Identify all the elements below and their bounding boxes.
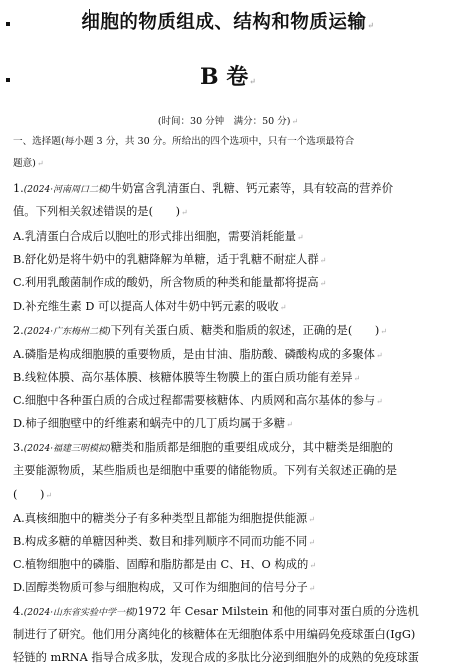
paragraph-mark-icon: ↵ xyxy=(319,279,327,288)
question-2-option-c[interactable] xyxy=(13,390,449,413)
paragraph-mark-icon: ↵ xyxy=(279,303,287,312)
question-2-stem[interactable] xyxy=(13,320,449,343)
paragraph-mark-icon: ↵ xyxy=(296,233,304,242)
paragraph-mark-icon: ↵ xyxy=(319,256,327,265)
paragraph-mark-icon: ↵ xyxy=(376,397,383,406)
time-info[interactable] xyxy=(0,113,456,127)
option-text: B.舒化奶是将牛奶中的乳糖降解为单糖，适于乳糖不耐症人群 xyxy=(13,253,319,266)
question-1-option-b[interactable] xyxy=(13,249,449,272)
option-text: C.细胞中各种蛋白质的合成过程都需要核糖体、内质网和高尔基体的参与 xyxy=(13,394,376,407)
option-text: C.植物细胞中的磷脂、固醇和脂肪都是由 C、H、O 构成的 xyxy=(13,558,309,571)
question-1-option-a[interactable] xyxy=(13,226,449,249)
option-text: A.磷脂是构成细胞膜的重要物质，是由甘油、脂肪酸、磷酸构成的多聚体 xyxy=(13,348,375,361)
question-3-option-b[interactable] xyxy=(13,531,449,554)
option-text: A.乳清蛋白合成后以胞吐的形式排出细胞，需要消耗能量 xyxy=(13,230,296,243)
question-3-option-c[interactable] xyxy=(13,554,449,577)
option-text: C.利用乳酸菌制作成的酸奶，所含物质的种类和能量都将提高 xyxy=(13,276,319,289)
section-heading-cont-text: 题意) xyxy=(13,158,36,169)
question-1-stem[interactable] xyxy=(13,178,449,201)
paragraph-mark-icon: ↵ xyxy=(286,420,293,429)
question-2-option-b[interactable] xyxy=(13,367,449,390)
question-number: 2. xyxy=(13,324,24,337)
question-3-option-a[interactable] xyxy=(13,508,449,531)
question-text: 下列有关蛋白质、糖类和脂质的叙述，正确的是( ) xyxy=(110,324,380,337)
option-text: B.线粒体膜、高尔基体膜、核糖体膜等生物膜上的蛋白质功能有差异 xyxy=(13,371,353,384)
question-4-stem-cont[interactable] xyxy=(13,624,449,646)
paragraph-mark-icon: ↵ xyxy=(367,20,375,30)
question-4-stem[interactable] xyxy=(13,601,449,624)
question-text: 主要能源物质，某些脂质也是细胞中重要的储能物质。下列有关叙述正确的是 xyxy=(13,464,398,477)
section-heading-cont[interactable] xyxy=(13,153,449,175)
volume-heading[interactable] xyxy=(0,60,456,91)
question-1-option-c[interactable] xyxy=(13,272,449,295)
paragraph-mark-icon: ↵ xyxy=(45,491,53,500)
question-text: 牛奶富含乳清蛋白、乳糖、钙元素等，具有较高的营养价 xyxy=(110,182,394,195)
question-number: 1. xyxy=(13,182,24,195)
paragraph-mark-icon: ↵ xyxy=(380,327,387,336)
paragraph-mark-icon: ↵ xyxy=(180,208,188,217)
paragraph-mark-icon: ↵ xyxy=(249,76,256,86)
question-number: 3. xyxy=(13,441,24,454)
paragraph-mark-icon: ↵ xyxy=(291,117,299,126)
section-heading[interactable]: 一、选择题(每小题 3 分，共 30 分。所给出的四个选项中，只有一个选项最符合 xyxy=(13,136,355,147)
question-3-option-d[interactable] xyxy=(13,577,449,600)
paragraph-mark-icon: ↵ xyxy=(308,538,316,547)
question-2-option-a[interactable] xyxy=(13,344,449,367)
question-source: (2024·河南周口二模) xyxy=(23,185,111,195)
question-4-stem-cont2[interactable] xyxy=(13,647,449,669)
question-text: 制进行了研究。他们用分离纯化的核糖体在无细胞体系中用编码免疫球蛋白(IgG) xyxy=(13,628,416,641)
question-source: (2024·福建三明模拟) xyxy=(23,444,111,454)
paragraph-mark-icon: ↵ xyxy=(36,159,44,168)
question-text: 值。下列相关叙述错误的是( ) xyxy=(13,205,180,218)
paragraph-mark-icon: ↵ xyxy=(309,561,317,570)
volume-heading-text: B 卷 xyxy=(200,64,249,90)
option-text: D.补充维生素 D 可以提高人体对牛奶中钙元素的吸收 xyxy=(13,300,279,313)
option-text: D.固醇类物质可参与细胞构成，又可作为细胞间的信号分子 xyxy=(13,581,308,594)
question-2-option-d[interactable] xyxy=(13,413,449,436)
option-text: B.构成多糖的单糖因种类、数目和排列顺序不同而功能不同 xyxy=(13,535,308,548)
option-text: D.柿子细胞壁中的纤维素和蜗壳中的几丁质均属于多糖 xyxy=(13,417,286,430)
question-text: 1972 年 Cesar Milstein 和他的同事对蛋白质的分选机 xyxy=(137,605,419,618)
document-title[interactable] xyxy=(0,8,456,34)
question-3-stem-blank[interactable] xyxy=(13,484,449,507)
paragraph-mark-icon: ↵ xyxy=(308,515,315,524)
question-3-stem-cont[interactable] xyxy=(13,460,449,482)
question-number: 4. xyxy=(13,605,24,618)
question-source: (2024·山东省实验中学一模) xyxy=(23,608,138,618)
paragraph-mark-icon: ↵ xyxy=(375,351,383,360)
question-1-stem-cont[interactable] xyxy=(13,201,449,224)
question-3-stem[interactable] xyxy=(13,437,449,460)
question-text: 轻链的 mRNA 指导合成多肽，发现合成的多肽比分泌到细胞外的成熟的免疫球蛋 xyxy=(13,651,419,664)
time-info-text: (时间：30 分钟 满分：50 分) xyxy=(157,116,291,127)
question-text: 糖类和脂质都是细胞的重要组成成分，其中糖类是细胞的 xyxy=(110,441,394,454)
document-title-text: 细胞的物质组成、结构和物质运输 xyxy=(81,12,367,33)
question-source: (2024·广东梅州二模) xyxy=(23,327,111,337)
option-text: A.真核细胞中的糖类分子有多种类型且都能为细胞提供能源 xyxy=(13,512,308,525)
question-1-option-d[interactable] xyxy=(13,296,449,319)
question-text: ( ) xyxy=(13,488,45,501)
paragraph-mark-icon: ↵ xyxy=(353,374,361,383)
paragraph-mark-icon: ↵ xyxy=(308,584,316,593)
